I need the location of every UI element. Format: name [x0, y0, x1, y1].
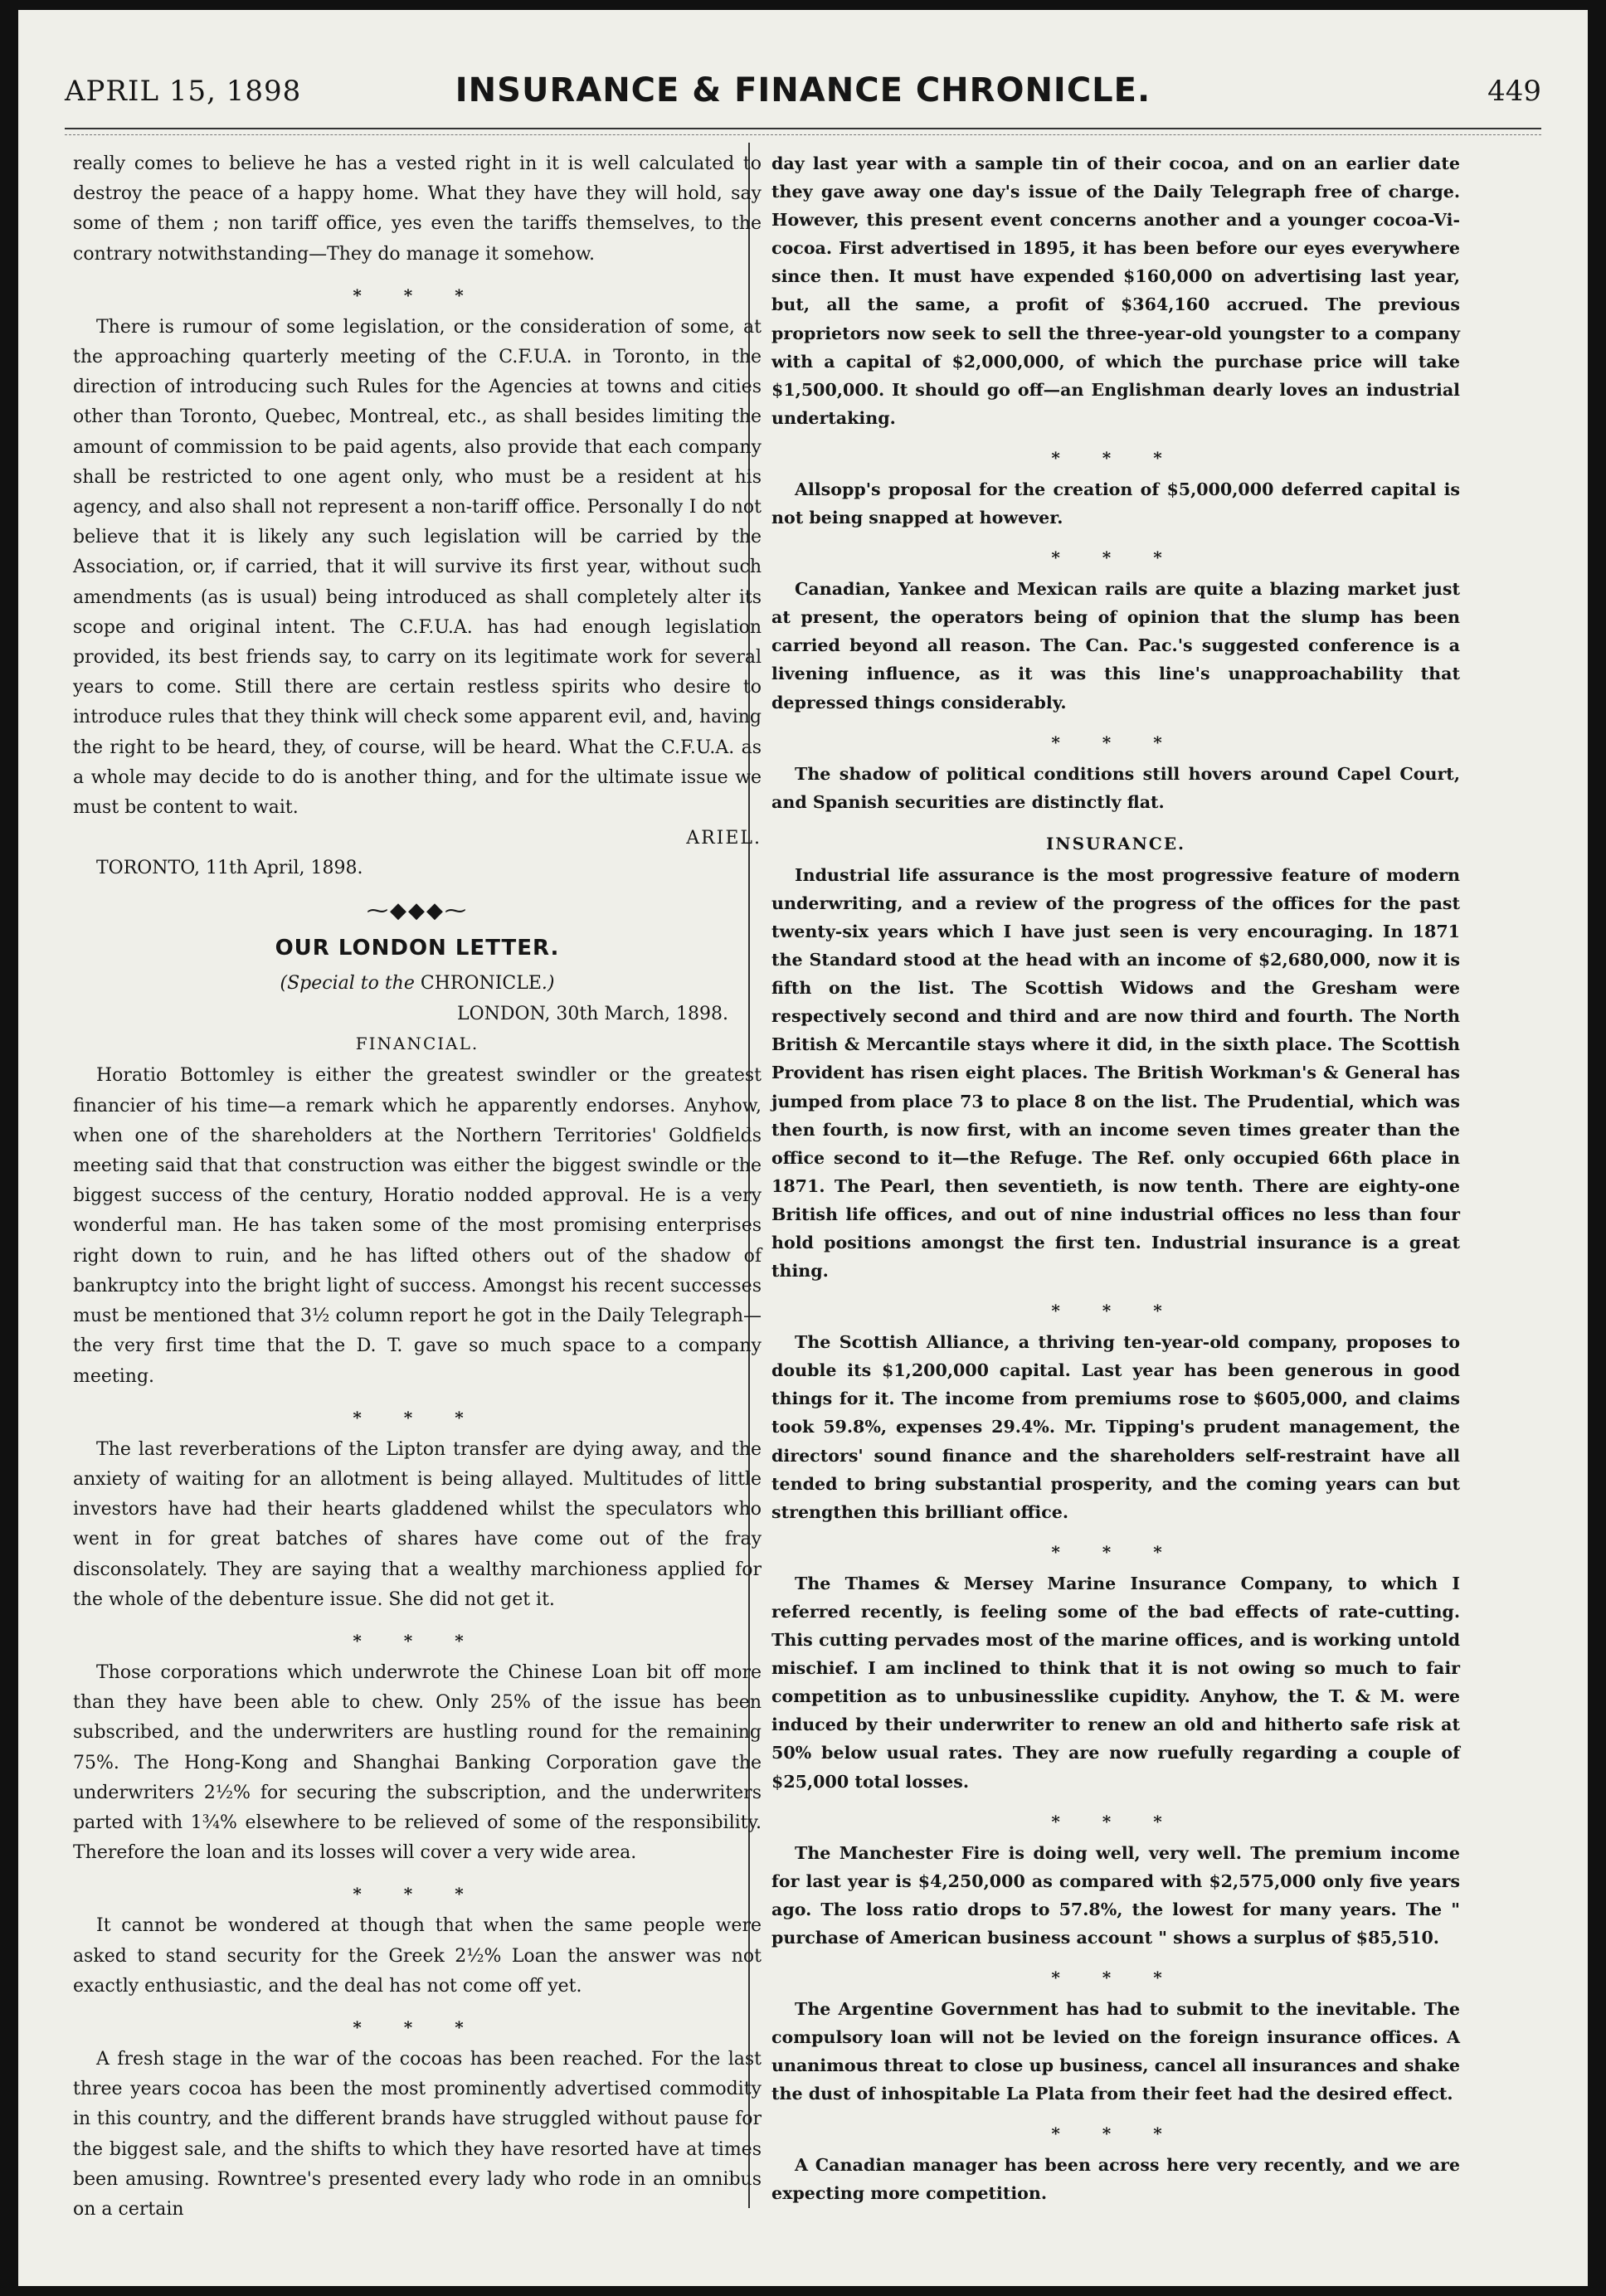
paragraph: The Thames & Mersey Marine Insurance Company, to which I referred recently, is feeling some of the bad effects of rate-cutting. This cutting pervades most of the marine offices, and is working untold mischief. I am inclined to think that it is not owing so much to fair competition as to unbusinesslike cupidity. Anyhow, the T. & M. were induced by their underwriter to renew an old and hitherto safe risk at 50% below usual rates. They are now ruefully regarding a couple of $25,000 total losses.	[771, 1573, 1460, 1792]
subtitle-suffix: .)	[541, 973, 555, 995]
paragraph: Those corporations which underwrote the Chinese Loan bit off more than they have been able to chew. Only 25% of the issue has been subscribed, and the underwriters are hustling round for the remaining 75%. The Hong-Kong and Shanghai Banking Corporation gave the underwriters 2½% for securing the subscription, and the underwriters parted with 1¾% elsewhere to be relieved of some of the responsibility. Therefore the loan and its losses will cover a very wide area.	[73, 1661, 762, 1864]
paragraph: The Manchester Fire is doing well, very well. The premium income for last year is $4,250,000 as compared with $2,575,000 only five years ago. The loss ratio drops to 57.8%, the lowest for many years. The " purchase of American business account " shows a surplus of $85,510.	[771, 1842, 1460, 1948]
letter-title: OUR LONDON LETTER.	[275, 936, 560, 961]
section-separator: * * *	[1051, 1967, 1180, 1987]
dateline: TORONTO, 11th April, 1898.	[96, 858, 363, 879]
paragraph: The shadow of political conditions still hovers around Capel Court, and Spanish securities are distinctly flat.	[771, 763, 1460, 812]
section-separator: * * *	[1051, 2123, 1180, 2144]
section-separator: * * *	[1051, 732, 1180, 752]
paragraph: Horatio Bottomley is either the greatest swindler or the greatest financier of his time—a remark which he apparently endorses. Anyhow, when one of the shareholders at the Northern Territories' Goldfields meeting said that that construction was either the biggest swindle or the biggest success of the century, Horatio nodded approval. He is a very wonderful man. He has taken some of the most promising enterprises right down to ruin, and he has lifted others out of the shadow of bankruptcy into the bright light of success. Amongst his recent successes must be mentioned that 3½ column report he got in the Daily Telegraph—the very first time that the D. T. gave so much space to a company meeting.	[73, 1065, 762, 1387]
section-separator: * * *	[353, 285, 482, 305]
paragraph: Canadian, Yankee and Mexican rails are quite a blazing market just at present, the operators being of opinion that the slump has been carried beyond all reason. The Can. Pac.'s suggested conference is a livening influence, as it was this line's unapproachability that depressed things considerably.	[771, 579, 1460, 713]
ornament-divider: ⁓◆◆◆⁓	[367, 898, 468, 924]
header-rule-dashed	[65, 134, 1541, 135]
section-separator: * * *	[353, 2016, 482, 2037]
paragraph: A fresh stage in the war of the cocoas has been reached. For the last three years cocoa has been the most prominently advertised commodity in this country, and the different brands have struggled without pause for the biggest sale, and the shifts to which they have resorted have at times been amusing. Rowntree's presented every lady who rode in an omnibus on a certain	[73, 2048, 762, 2220]
signature: ARIEL.	[686, 828, 762, 849]
section-separator: * * *	[1051, 1811, 1180, 1831]
paragraph: Allsopp's proposal for the creation of $5,000,000 deferred capital is not being snapped at however.	[771, 479, 1460, 528]
paragraph: The Scottish Alliance, a thriving ten-year-old company, proposes to double its $1,200,000 capital. Last year has been generous in good things for it. The income from premiums rose to $605,000, and claims took 59.8%, expenses 29.4%. Mr. Tipping's prudent management, the directors' sound finance and the shareholders self-restraint have all tended to bring substantial prosperity, and the coming years can but strengthen this brilliant office.	[771, 1332, 1460, 1522]
paragraph: Industrial life assurance is the most progressive feature of modern underwriting, and a review of the progress of the offices for the past twenty-six years which I have just seen is very encouraging. In 1871 the Standard stood at the head with an income of $2,680,000, now it is fifth on the list. The Scottish Widows and the Gresham were respectively second and third and are now third and fourth. The North British & Mercantile stays where it did, in the sixth place. The Scottish Provident has risen eight places. The British Workman's & General has jumped from place 73 to place 8 on the list. The Prudential, which was then fourth, is now first, with an income seven times greater than the office second to it—the Refuge. The Ref. only occupied 66th place in 1871. The Pearl, then seventieth, is now tenth. There are eighty-one British life offices, and out of nine industrial offices no less than four hold positions amongst the first ten. Industrial insurance is a great thing.	[771, 864, 1460, 1282]
section-separator: * * *	[1051, 547, 1180, 568]
section-separator: * * *	[1051, 1301, 1180, 1321]
page-number: 449	[1487, 75, 1541, 108]
section-heading-financial: FINANCIAL.	[355, 1034, 479, 1054]
letter-subtitle	[73, 968, 762, 999]
section-heading-insurance: INSURANCE.	[1045, 833, 1186, 854]
page-header	[65, 71, 1541, 128]
section-separator: * * *	[1051, 1541, 1180, 1562]
publication-title: INSURANCE & FINANCE CHRONICLE.	[455, 71, 1151, 109]
issue-date: APRIL 15, 1898	[65, 75, 302, 108]
paragraph: It cannot be wondered at though that when the same people were asked to stand security for the Greek 2½% Loan the answer was not exactly enthusiastic, and the deal has not come off yet.	[73, 1915, 762, 1997]
section-separator: * * *	[1051, 447, 1180, 468]
header-rule	[65, 128, 1541, 129]
paragraph: The Argentine Government has had to submit to the inevitable. The compulsory loan will not be levied on the foreign insurance offices. A unanimous threat to close up business, cancel all insurances and shake the dust of inhospitable La Plata from their feet had the desired effect.	[771, 1998, 1460, 2104]
section-separator: * * *	[353, 1407, 482, 1428]
subtitle-name: CHRONICLE	[420, 973, 542, 995]
paragraph: The last reverberations of the Lipton transfer are dying away, and the anxiety of waiting for an allotment is being allayed. Multitudes of little investors have had their hearts gladdened whilst the speculators who went in for great batches of shares have come out of the fray disconsolately. They are saying that a wealthy marchioness applied for the whole of the debenture issue. She did not get it.	[73, 1438, 762, 1610]
section-separator: * * *	[353, 1884, 482, 1904]
paragraph: really comes to believe he has a vested right in it is well calculated to destroy the peace of a happy home. What they have they will hold, say some of them ; non tariff office, yes even the tariffs themselves, to the contrary notwithstanding—They do manage it somehow.	[73, 153, 762, 265]
subtitle-prefix: (Special to the	[280, 973, 421, 995]
section-separator: * * *	[353, 1630, 482, 1651]
paragraph: A Canadian manager has been across here very recently, and we are expecting more competition.	[771, 2155, 1460, 2204]
letter-dateline: LONDON, 30th March, 1898.	[456, 1004, 728, 1025]
right-column	[771, 149, 1460, 2223]
paragraph: day last year with a sample tin of their cocoa, and on an earlier date they gave away one day's issue of the Daily Telegraph free of charge. However, this present event concerns another and a younger cocoa-Vi-cocoa. First advertised in 1895, it has been before our eyes everywhere since then. It must have expended $160,000 on advertising last year, but, all the same, a profit of $364,160 accrued. The previous proprietors now seek to sell the three-year-old youngster to a company with a capital of $2,000,000, of which the purchase price will take $1,500,000. It should go off—an Englishman dearly loves an industrial undertaking.	[771, 153, 1460, 428]
paragraph: There is rumour of some legislation, or the consideration of some, at the approaching quarterly meeting of the C.F.U.A. in Toronto, in the direction of introducing such Rules for the Agencies at towns and cities other than Toronto, Quebec, Montreal, etc., as shall besides limiting the amount of commission to be paid agents, also provide that each company shall be restricted to one agent only, who must be a resident at his agency, and also shall not represent a non-tariff office. Personally I do not believe that it is likely any such legislation will be carried by the Association, or, if carried, that it will survive its first year, without such amendments (as is usual) being introduced as shall completely alter its scope and original intent. The C.F.U.A. has had enough legislation provided, its best friends say, to carry on its legitimate work for several years to come. Still there are certain restless spirits who desire to introduce rules that they think will check some apparent evil, and, having the right to be heard, they, of course, will be heard. What the C.F.U.A. as a whole may decide to do is another thing, and for the ultimate issue we must be content to wait.	[73, 316, 762, 819]
newspaper-page	[18, 10, 1588, 2286]
left-column	[73, 149, 762, 2240]
